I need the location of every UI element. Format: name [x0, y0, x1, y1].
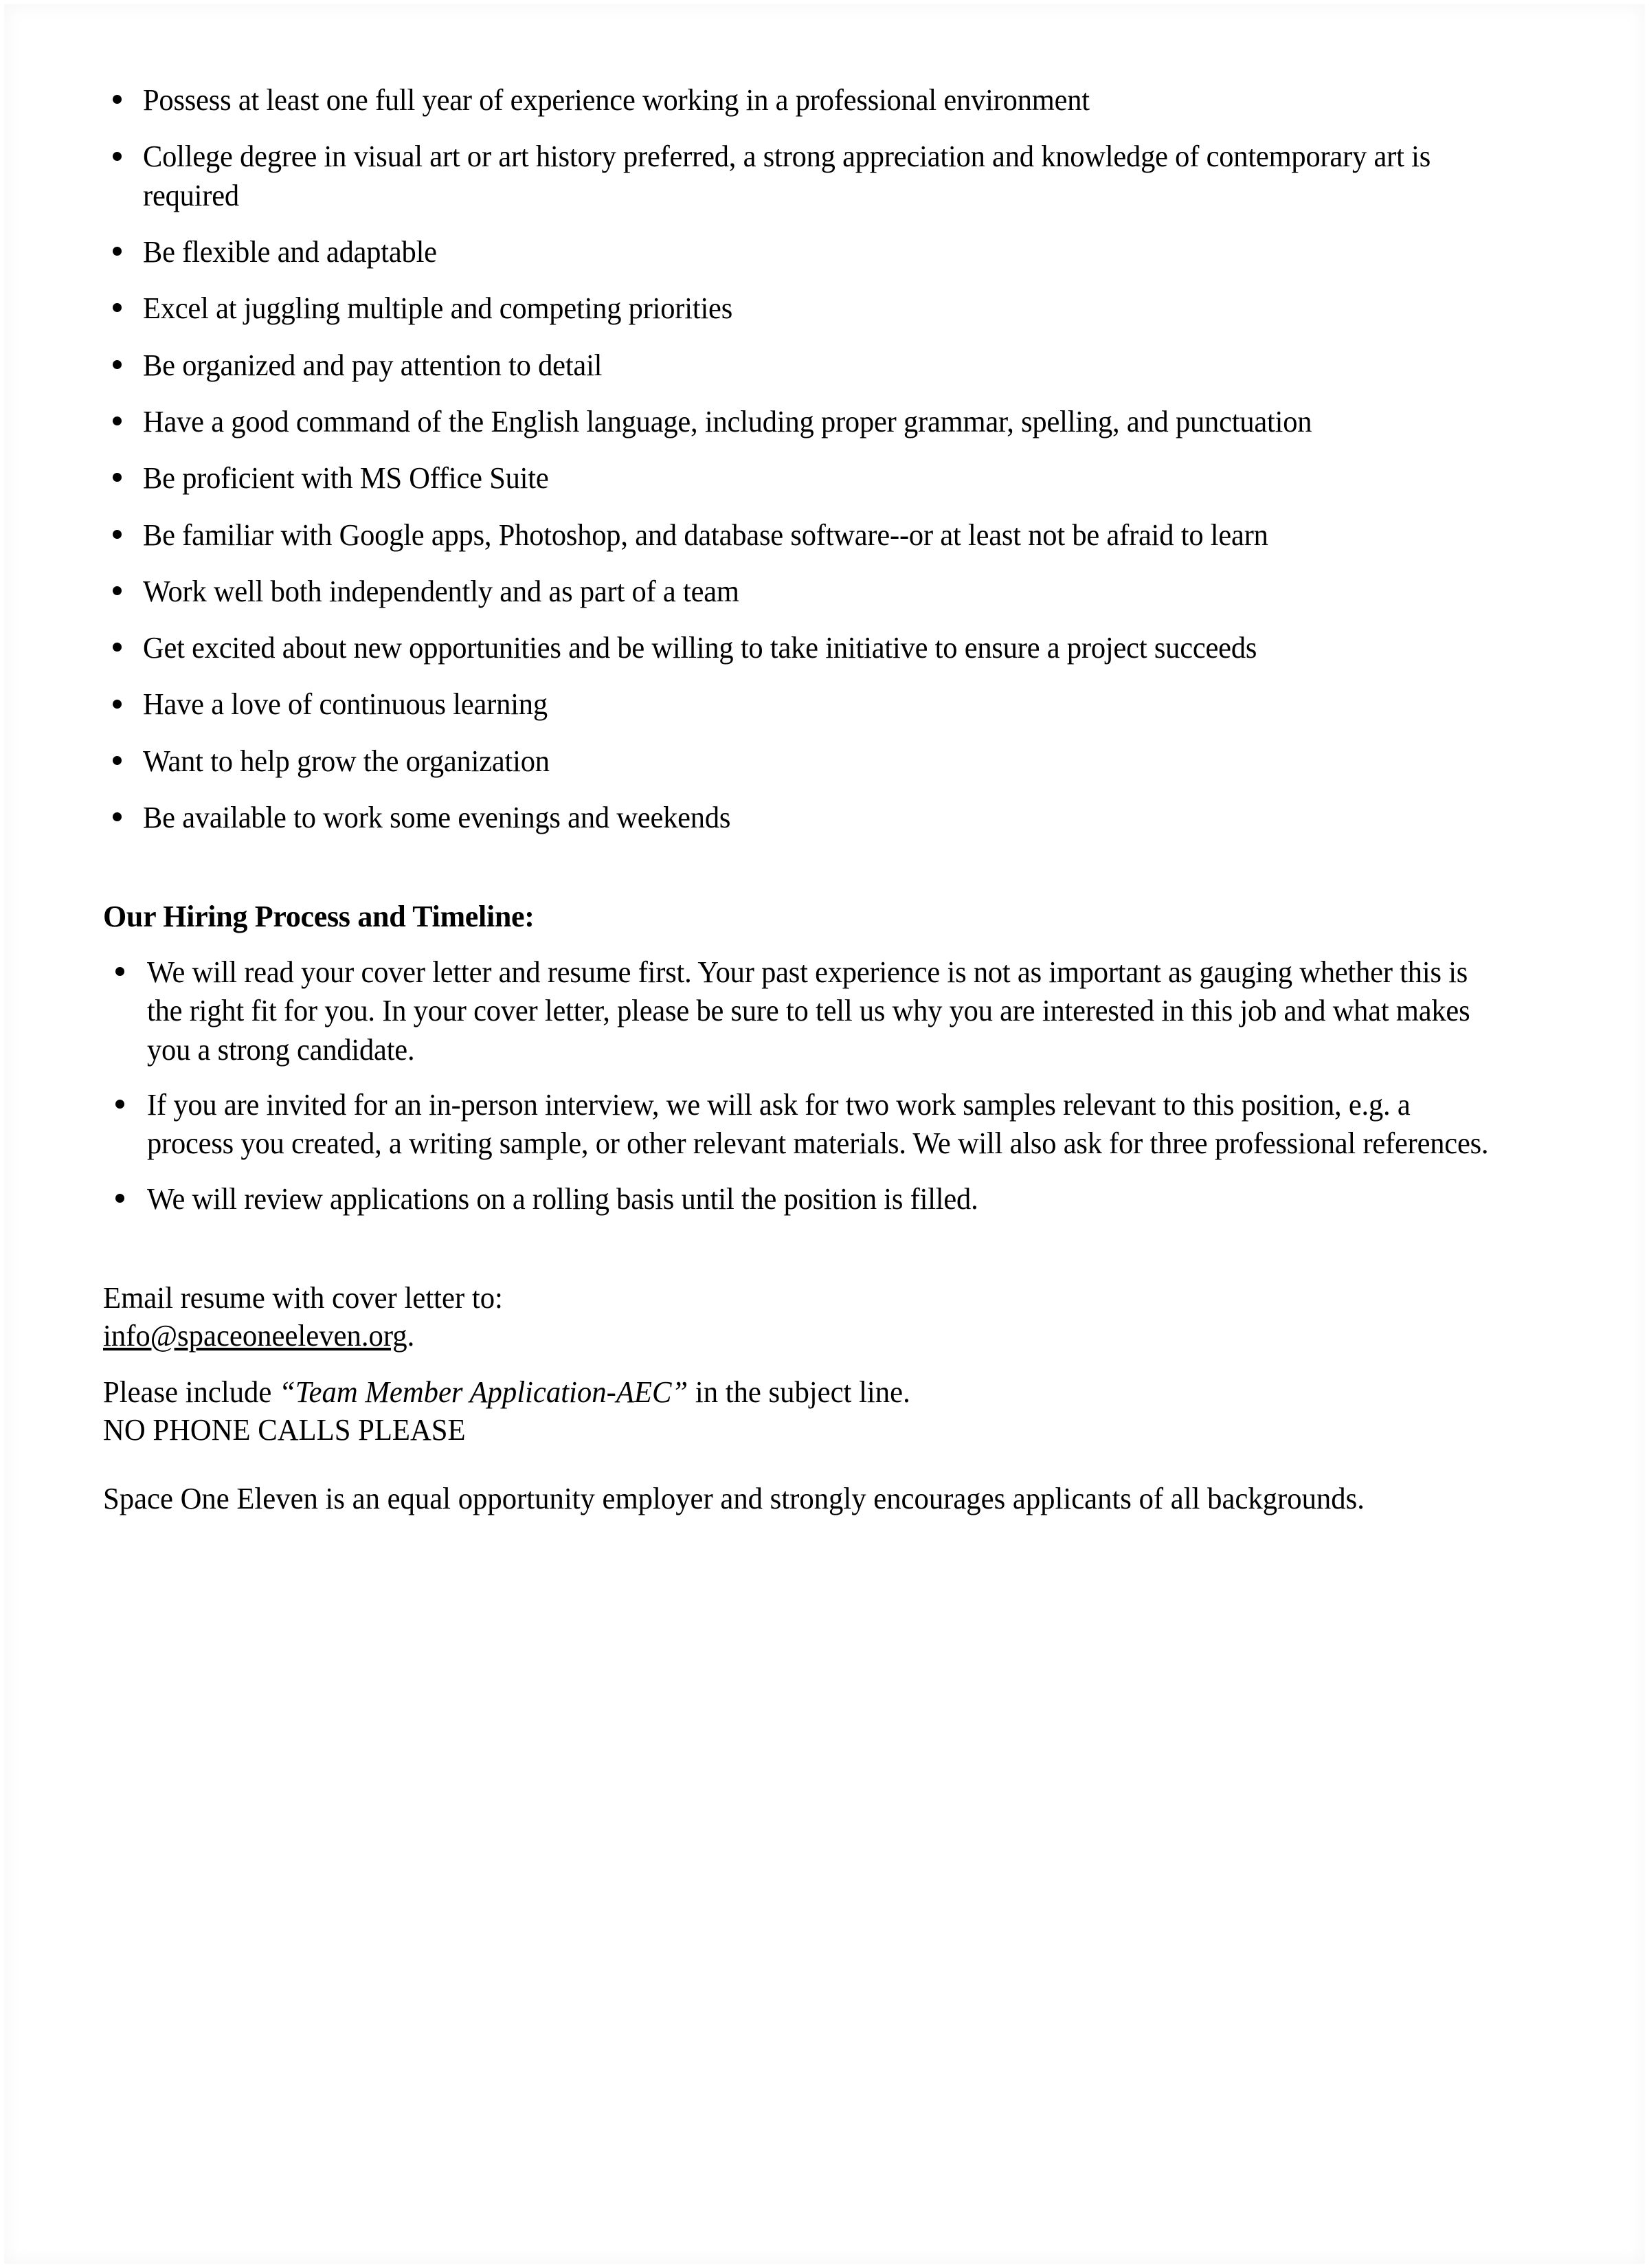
bullet-icon: [113, 473, 122, 482]
list-item-text: If you are invited for an in-person interview, we will ask for two work samples relevant to this position, e.g. a process you created, a writing sample, or other relevant materials. We will also ask for three professional references.: [147, 1088, 1489, 1161]
bullet-icon: [113, 95, 122, 104]
list-item-text: Excel at juggling multiple and competing priorities: [143, 291, 733, 326]
list-item: [103, 742, 1546, 781]
list-item-text: Want to help grow the organization: [143, 744, 550, 778]
section-spacer: [103, 855, 1546, 899]
list-item: [103, 137, 1546, 215]
list-item: [103, 629, 1546, 667]
list-item: [103, 953, 1546, 1069]
bullet-icon: [113, 700, 122, 709]
paragraph-spacer: [103, 1355, 1546, 1373]
list-item: [103, 1180, 1546, 1219]
list-item: [103, 346, 1546, 385]
list-item: [103, 81, 1546, 120]
list-item: [103, 799, 1546, 837]
list-item: [103, 403, 1546, 441]
bullet-icon: [113, 812, 122, 821]
eeo-statement: Space One Eleven is an equal opportunity employer and strongly encourages applicants of all backgrounds.: [103, 1481, 1365, 1515]
list-item-text: Work well both independently and as part of a team: [143, 574, 739, 608]
list-item-text: Have a love of continuous learning: [143, 687, 548, 722]
list-item: [103, 685, 1546, 724]
subject-line-prefix: Please include: [103, 1375, 280, 1409]
no-phone-calls-text: NO PHONE CALLS PLEASE: [103, 1413, 466, 1447]
list-item-text: Be familiar with Google apps, Photoshop, and database software--or at least not be afraid to learn: [143, 518, 1268, 552]
bullet-icon: [113, 586, 122, 595]
bullet-icon: [115, 967, 124, 976]
bullet-icon: [113, 530, 122, 539]
list-item: [103, 289, 1546, 328]
document-content: [103, 81, 1546, 1517]
list-item-text: Have a good command of the English language, including proper grammar, spelling, and punctuation: [143, 404, 1312, 438]
list-item-text: College degree in visual art or art history preferred, a strong appreciation and knowledge of contemporary art is required: [143, 140, 1431, 212]
bullet-icon: [113, 152, 122, 161]
bullet-icon: [113, 416, 122, 425]
bullet-icon: [113, 643, 122, 652]
subject-line-instruction: [103, 1373, 1503, 1449]
email-trailing-period: .: [407, 1319, 415, 1353]
list-item-text: Be available to work some evenings and weekends: [143, 801, 731, 835]
email-instruction-text: Email resume with cover letter to:: [103, 1281, 503, 1315]
list-item: [103, 572, 1546, 611]
paragraph-spacer: [103, 1449, 1546, 1480]
list-item-text: Possess at least one full year of experience working in a professional environment: [143, 83, 1090, 117]
heading-spacer: [103, 935, 1546, 953]
list-item-text: Be organized and pay attention to detail: [143, 348, 603, 382]
bullet-icon: [113, 360, 122, 369]
list-item: [103, 1086, 1546, 1164]
bullet-icon: [113, 756, 122, 765]
bullet-icon: [113, 303, 122, 312]
email-instruction: [103, 1279, 1503, 1355]
list-item: [103, 233, 1546, 271]
subject-line-suffix: in the subject line.: [688, 1375, 910, 1409]
qualifications-list: [103, 81, 1546, 837]
list-item-text: We will review applications on a rolling basis until the position is filled.: [147, 1181, 978, 1216]
section-spacer: [103, 1235, 1546, 1279]
list-item-text: Get excited about new opportunities and be willing to take initiative to ensure a project succeeds: [143, 631, 1257, 665]
bullet-icon: [113, 247, 122, 256]
list-item-text: Be proficient with MS Office Suite: [143, 461, 549, 496]
bullet-icon: [115, 1100, 124, 1109]
hiring-process-list: [103, 953, 1546, 1219]
list-item-text: Be flexible and adaptable: [143, 234, 437, 269]
email-link[interactable]: info@spaceoneeleven.org: [103, 1319, 407, 1353]
subject-line-quote: “Team Member Application-AEC”: [279, 1375, 688, 1409]
bullet-icon: [115, 1194, 124, 1203]
list-item: [103, 516, 1546, 555]
hiring-process-heading: Our Hiring Process and Timeline:: [103, 900, 535, 934]
list-item-text: We will read your cover letter and resume first. Your past experience is not as important as gauging whether this is the right fit for you. In your cover letter, please be sure to tell us why you are interested in this job and what makes you a strong candidate.: [147, 955, 1470, 1067]
list-item: [103, 459, 1546, 498]
